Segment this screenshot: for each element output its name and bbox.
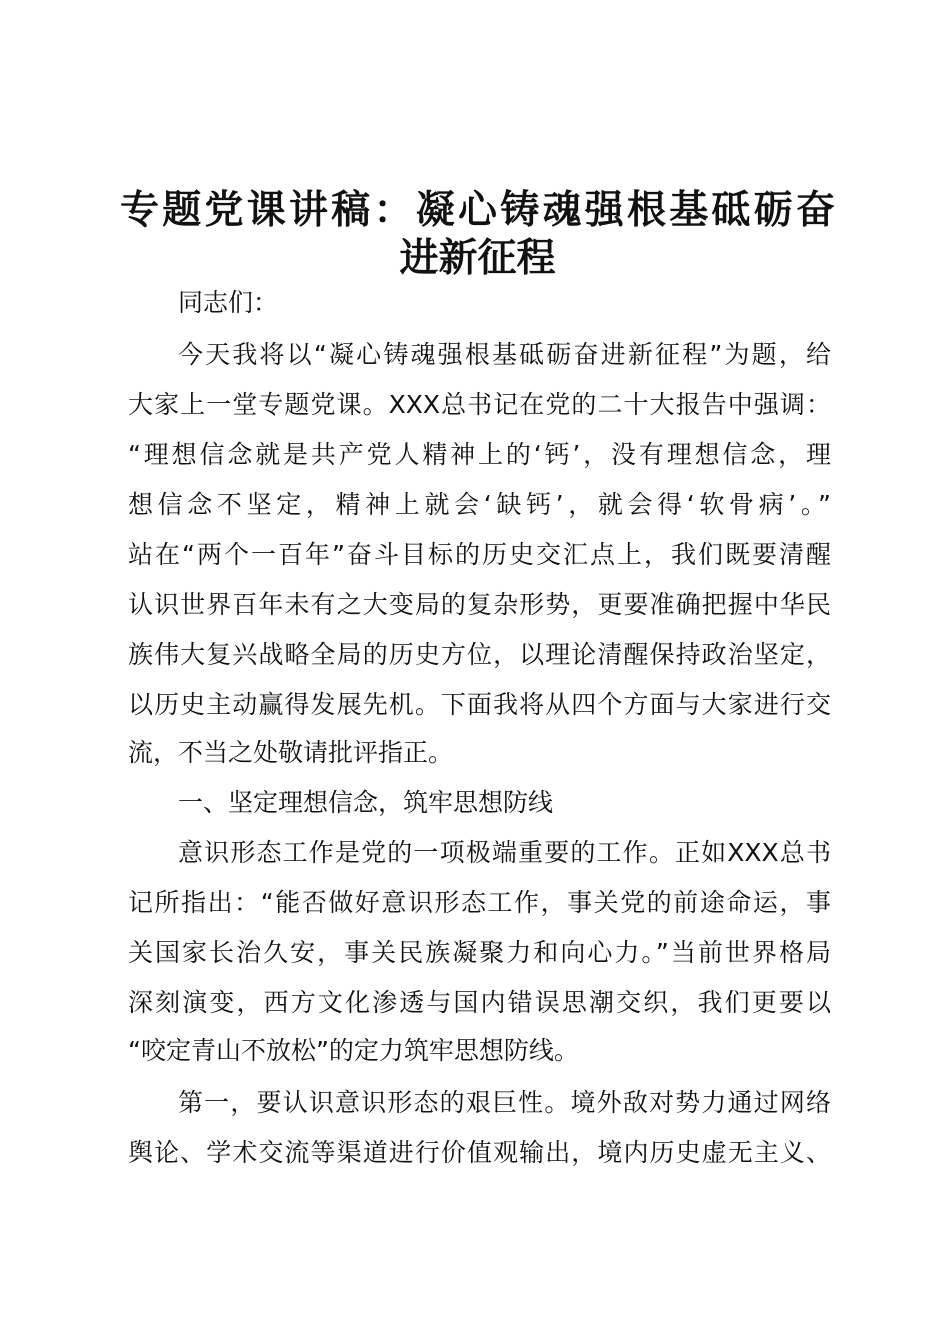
paragraph-line: 第一，要认识意识形态的艰巨性。境外敌对势力通过网络 [178, 1088, 831, 1117]
paragraph-line: 深刻演变，西方文化渗透与国内错误思潮交织，我们更要以 [128, 988, 831, 1017]
paragraph-line: 族伟大复兴战略全局的历史方位，以理论清醒保持政治坚定， [128, 640, 831, 669]
document-title-line-1: 专题党课讲稿：凝心铸魂强根基砥砺奋 [120, 187, 835, 233]
section-heading: 一、坚定理想信念，筑牢思想防线 [178, 788, 554, 817]
paragraph-line: 记所指出：“能否做好意识形态工作，事关党的前途命运，事 [128, 888, 831, 917]
document-title-line-2: 进新征程 [399, 235, 556, 281]
paragraph-line: “咬定青山不放松”的定力筑牢思想防线。 [128, 1036, 579, 1065]
paragraph-line: 想信念不坚定，精神上就会‘缺钙’，就会得‘软骨病’。” [128, 490, 831, 519]
paragraph-line: 舆论、学术交流等渠道进行价值观输出，境内历史虚无主义、 [128, 1138, 831, 1167]
paragraph-line: 意识形态工作是党的一项极端重要的工作。正如XXX总书 [178, 838, 831, 867]
paragraph-line: “理想信念就是共产党人精神上的‘钙’，没有理想信念，理 [128, 440, 831, 469]
paragraph-line: 认识世界百年未有之大变局的复杂形势，更要准确把握中华民 [128, 590, 831, 619]
paragraph-line: 流，不当之处敬请批评指正。 [128, 738, 454, 767]
paragraph-line: 同志们： [178, 288, 279, 317]
paragraph-line: 以历史主动赢得发展先机。下面我将从四个方面与大家进行交 [128, 690, 831, 719]
paragraph-line: 关国家长治久安，事关民族凝聚力和向心力。”当前世界格局 [128, 938, 831, 967]
paragraph-line: 大家上一堂专题党课。XXX总书记在党的二十大报告中强调： [128, 390, 831, 419]
paragraph-line: 今天我将以“凝心铸魂强根基砥砺奋进新征程”为题，给 [178, 340, 831, 369]
paragraph-line: 站在“两个一百年”奋斗目标的历史交汇点上，我们既要清醒 [128, 540, 831, 569]
